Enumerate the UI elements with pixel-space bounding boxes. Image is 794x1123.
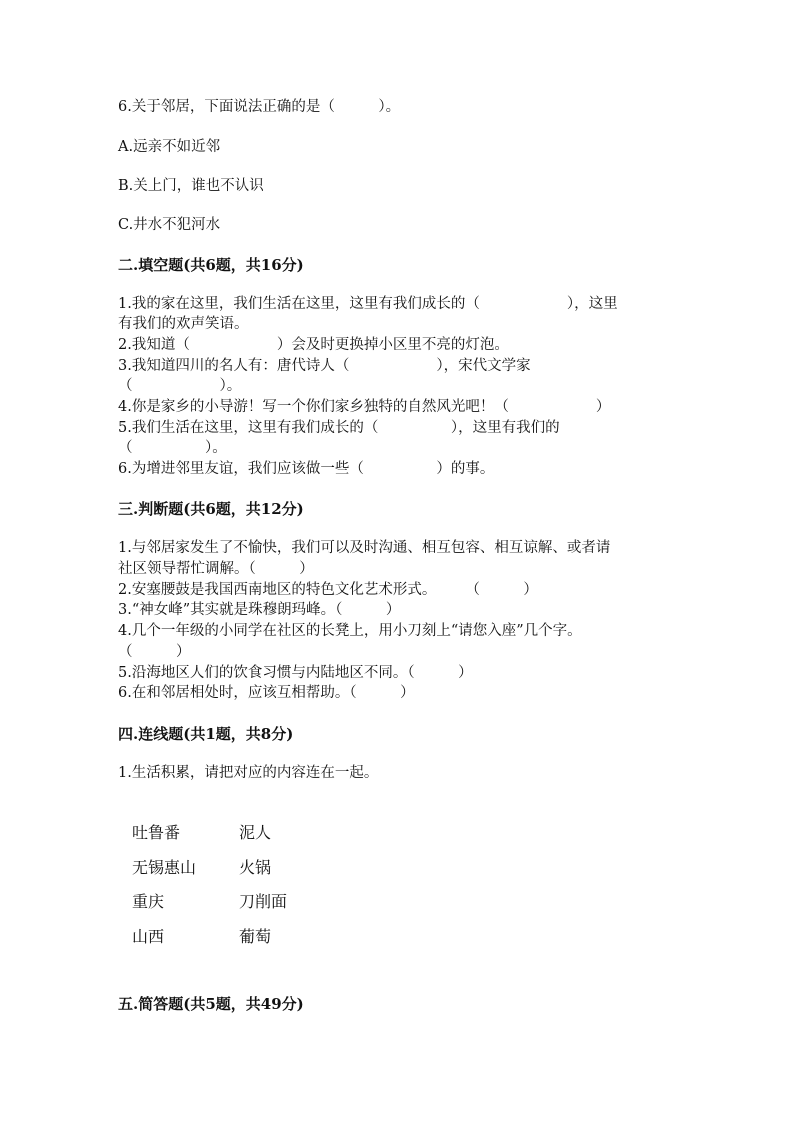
matching-question: 1.生活积累，请把对应的内容连在一起。 <box>118 765 379 781</box>
matching-left-item: 山西 <box>132 927 165 946</box>
fill-line: 有我们的欢声笑语。 <box>118 316 249 332</box>
fill-line: （ ）。 <box>118 378 242 394</box>
question-6-option-b: B.关上门，谁也不认识 <box>118 178 264 194</box>
fill-line: （ ）。 <box>118 440 227 456</box>
fill-line: 3.我知道四川的名人有：唐代诗人（ ），宋代文学家 <box>118 358 531 374</box>
question-6-option-a: A.远亲不如近邻 <box>118 139 221 155</box>
judge-line: 4.几个一年级的小同学在社区的长凳上，用小刀刻上“请您入座”几个字。 <box>118 623 582 639</box>
section-2-heading: 二.填空题(共6题，共16分) <box>118 256 304 274</box>
judge-line: 社区领导帮忙调解。（ ） <box>118 561 314 577</box>
matching-left-item: 无锡惠山 <box>132 858 197 877</box>
fill-line: 2.我知道（ ）会及时更换掉小区里不亮的灯泡。 <box>118 337 509 353</box>
matching-left-item: 吐鲁番 <box>132 823 181 842</box>
question-6-option-c: C.井水不犯河水 <box>118 217 221 233</box>
section-4-heading: 四.连线题(共1题，共8分) <box>118 725 294 743</box>
fill-line: 4.你是家乡的小导游！写一个你们家乡独特的自然风光吧！（ ） <box>118 399 611 415</box>
matching-right-item: 葡萄 <box>239 927 272 946</box>
matching-right-item: 火锅 <box>239 858 272 877</box>
question-6-stem: 6.关于邻居，下面说法正确的是（ ）。 <box>118 99 401 115</box>
fill-line: 1.我的家在这里，我们生活在这里，这里有我们成长的（ ），这里 <box>118 296 618 312</box>
fill-line: 6.为增进邻里友谊，我们应该做一些（ ）的事。 <box>118 461 495 477</box>
matching-left-item: 重庆 <box>132 892 165 911</box>
judge-line: 5.沿海地区人们的饮食习惯与内陆地区不同。（ ） <box>118 665 473 681</box>
judge-line: 1.与邻居家发生了不愉快，我们可以及时沟通、相互包容、相互谅解、或者请 <box>118 540 611 556</box>
judge-line: 3.“神女峰”其实就是珠穆朗玛峰。（ ） <box>118 602 401 618</box>
judge-line: 6.在和邻居相处时，应该互相帮助。（ ） <box>118 685 415 701</box>
matching-right-item: 泥人 <box>239 823 272 842</box>
matching-right-item: 刀削面 <box>239 892 288 911</box>
fill-line: 5.我们生活在这里，这里有我们成长的（ ），这里有我们的 <box>118 420 560 436</box>
section-5-heading: 五.简答题(共5题，共49分) <box>118 995 304 1013</box>
section-3-heading: 三.判断题(共6题，共12分) <box>118 500 304 518</box>
judge-line: 2.安塞腰鼓是我国西南地区的特色文化艺术形式。 （ ） <box>118 582 538 598</box>
judge-line: （ ） <box>118 644 191 660</box>
